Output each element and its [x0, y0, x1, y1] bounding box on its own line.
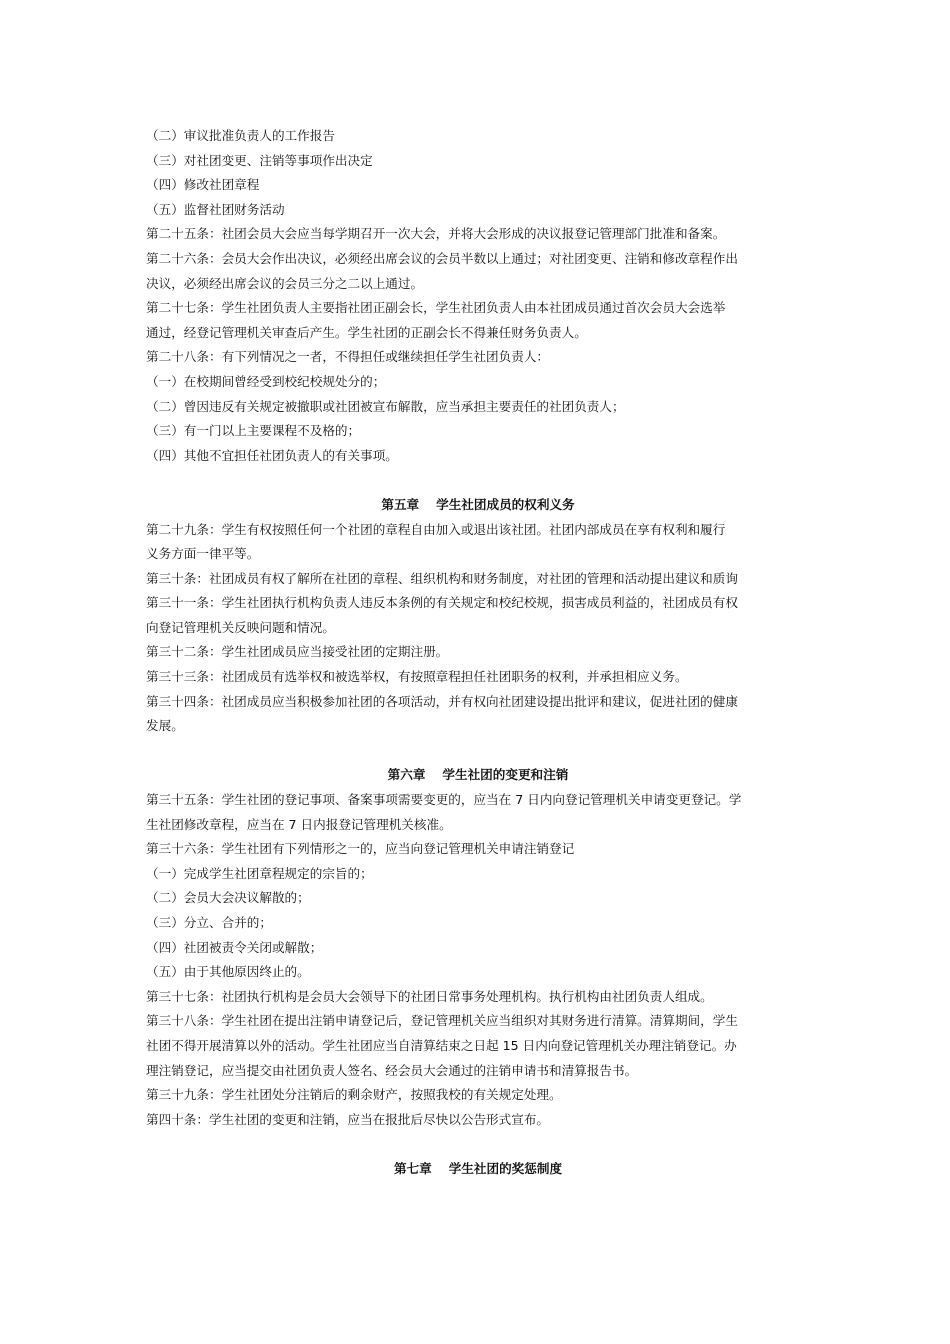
text-line: （二）审议批准负责人的工作报告	[146, 128, 335, 143]
text-line: 第二十八条：有下列情况之一者，不得担任或继续担任学生社团负责人：	[146, 349, 549, 365]
text-line: 理注销登记，应当提交由社团负责人签名、经会员大会通过的注销申请书和清算报告书。	[146, 1062, 638, 1078]
text-line: 通过，经登记管理机关审查后产生。学生社团的正副会长不得兼任财务负责人。	[146, 324, 587, 340]
text-line: 社团不得开展清算以外的活动。学生社团应当自清算结束之日起 15 日内向登记管理机关办理注销登记。办	[146, 1037, 737, 1053]
paragraph-gap	[146, 468, 810, 493]
text-line: 第三十八条：学生社团在提出注销申请登记后，登记管理机关应当组织对其财务进行清算。清算期间，学生	[146, 1013, 738, 1029]
text-line: （一）在校期间曾经受到校纪校规处分的；	[146, 373, 386, 389]
chapter-heading: 第七章 学生社团的奖惩制度	[393, 1160, 563, 1176]
text-line: （三）有一门以上主要课程不及格的；	[146, 423, 361, 439]
text-line: 向登记管理机关反映问题和情况。	[146, 619, 335, 635]
text-line: （四）社团被责令关闭或解散；	[146, 939, 323, 955]
text-line: （三）分立、合并的；	[146, 915, 272, 930]
text-line: 第三十九条：学生社团处分注销后的剩余财产，按照我校的有关规定处理。	[146, 1087, 562, 1103]
text-line: （五）监督社团财务活动	[146, 201, 285, 217]
chapter-heading: 第五章 学生社团成员的权利义务	[381, 496, 575, 512]
text-line: （二）会员大会决议解散的；	[146, 890, 310, 906]
text-line: （一）完成学生社团章程规定的宗旨的；	[146, 865, 373, 881]
paragraph-gap	[146, 1132, 810, 1157]
text-line: 第二十五条：社团会员大会应当每学期召开一次大会，并将大会形成的决议报登记管理部门批准和备案。	[146, 226, 726, 242]
text-line: （三）对社团变更、注销等事项作出决定	[146, 152, 373, 168]
text-line: 第二十九条：学生有权按照任何一个社团的章程自由加入或退出该社团。社团内部成员在享有权利和履行	[146, 521, 726, 537]
text-line: 发展。	[146, 718, 184, 734]
document-body	[146, 124, 810, 1182]
paragraph-gap	[146, 739, 810, 764]
text-line: 第二十七条：学生社团负责人主要指社团正副会长，学生社团负责人由本社团成员通过首次会员大会选举	[146, 300, 726, 316]
text-line: 第四十条：学生社团的变更和注销，应当在报批后尽快以公告形式宣布。	[146, 1111, 549, 1127]
text-line: 第二十六条：会员大会作出决议，必须经出席会议的会员半数以上通过；对社团变更、注销和修改章程作出	[146, 250, 738, 266]
text-line: 第三十五条：学生社团的登记事项、备案事项需要变更的，应当在 7 日内向登记管理机关申请变更登记。学	[146, 792, 742, 808]
text-line: 义务方面一律平等。	[146, 546, 260, 562]
text-line: 决议，必须经出席会议的会员三分之二以上通过。	[146, 275, 424, 291]
text-line: （四）其他不宜担任社团负责人的有关事项。	[146, 447, 398, 463]
text-line: 第三十三条：社团成员有选举权和被选举权，有按照章程担任社团职务的权利，并承担相应义务。	[146, 669, 688, 685]
text-line: （五）由于其他原因终止的。	[146, 964, 310, 980]
text-line: 第三十二条：学生社团成员应当接受社团的定期注册。	[146, 644, 449, 660]
text-line: 第三十条：社团成员有权了解所在社团的章程、组织机构和财务制度，对社团的管理和活动提出建议和质询	[146, 570, 738, 586]
text-line: （二）曾因违反有关规定被撤职或社团被宣布解散，应当承担主要责任的社团负责人；	[146, 398, 625, 414]
text-line: 第三十一条：学生社团执行机构负责人违反本条例的有关规定和校纪校规，损害成员利益的，社团成员有权	[146, 595, 738, 611]
chapter-heading: 第六章 学生社团的变更和注销	[387, 767, 569, 783]
text-line: 第三十七条：社团执行机构是会员大会领导下的社团日常事务处理机构。执行机构由社团负责人组成。	[146, 988, 713, 1004]
text-line: 第三十四条：社团成员应当积极参加社团的各项活动，并有权向社团建设提出批评和建议，促进社团的健康	[146, 693, 738, 709]
text-line: （四）修改社团章程	[146, 177, 260, 193]
text-line: 生社团修改章程，应当在 7 日内报登记管理机关核准。	[146, 816, 452, 832]
text-line: 第三十六条：学生社团有下列情形之一的，应当向登记管理机关申请注销登记	[146, 841, 575, 857]
